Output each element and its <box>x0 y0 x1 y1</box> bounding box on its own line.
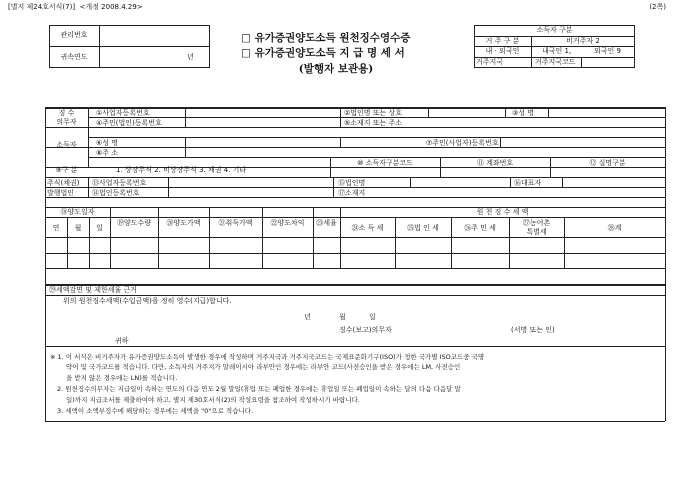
payer-corp-name: ②법인명 또는 상호 <box>344 109 403 117</box>
date-month-header: 월 <box>74 224 82 232</box>
date-group-header: ⑱양도일자 <box>60 208 95 216</box>
residency-header: 소득자 구분 <box>536 26 573 34</box>
year-label: 귀속연도 <box>60 53 88 61</box>
issuer-biz-reg-no: ⑬사업자등록번호 <box>92 179 147 187</box>
issuer-corp-name: ⑮법인명 <box>338 179 366 187</box>
classification-label: ⑨구 분 <box>55 166 78 174</box>
earner-resident-no: ⑦주민(사업자)등록번호 <box>426 139 499 147</box>
exemption-label: ㉙세액감면 및 제한세율 근거 <box>49 286 138 294</box>
obligor-label: 징수(보고)의무자 <box>339 326 392 334</box>
issuer-address: ⑰소재지 <box>338 189 366 197</box>
rate-header: ㉓세율 <box>316 219 337 227</box>
classification-options: 1. 상장주식 2. 비상장주식 3. 채권 4. 기타 <box>116 166 247 174</box>
year-suffix: 년 <box>187 53 194 61</box>
note-3: 3. 세액이 소액부징수에 해당하는 경우에는 세액을 "0"으로 적습니다. <box>57 407 254 415</box>
total-header: ㉘계 <box>607 224 622 232</box>
payer-name: ③성 명 <box>512 109 535 117</box>
form-ref: [별지 제24호서식(7)] <개정 2008.4.29> <box>8 3 143 11</box>
signature-label: (서명 또는 인) <box>511 326 555 334</box>
title-line-2: □ 유가증권양도소득 지 급 명 세 서 <box>241 47 405 59</box>
date-year-mark: 년 <box>304 313 311 321</box>
issuer-group-label-2: 발행법인 <box>47 189 75 197</box>
real-name-label: ⑫ 실명구분 <box>589 159 626 167</box>
earner-code-label: ⑩ 소득자구분코드 <box>357 159 413 167</box>
domestic-value: 내국인 1, <box>542 47 572 55</box>
local-tax-header: ㉖주 민 세 <box>464 224 496 232</box>
country-label: 거주지국 <box>476 58 504 66</box>
corp-tax-header: ㉕법 인 세 <box>407 224 439 232</box>
date-year-header: 연 <box>52 224 60 232</box>
payer-address: ⑤소재지 또는 주소 <box>344 119 403 127</box>
page-count: (2쪽) <box>649 3 666 11</box>
resident-type-value: 비거주자 2 <box>566 37 600 45</box>
note-1-line-2: 약어 및 국가코드를 적습니다. 다만, 소득자의 거주지가 말레이시아 라부안인 경우에는 라부안 코드(사전승인을 받은 경우에는 LM, 사전승인 <box>66 363 461 371</box>
earner-name: ⑥성 명 <box>96 139 119 147</box>
title-line-1: □ 유가증권양도소득 원천징수영수증 <box>241 32 411 44</box>
issuer-corp-reg-no: ⑭법인등록번호 <box>92 189 140 197</box>
acq-header: ㉑취득가액 <box>218 219 253 227</box>
note-2-line-2: 일)까지 지급조서를 제출하여야 하고, 별지 제30호서식(2)의 작성요령을 참조하여 작성하시기 바랍니다. <box>66 396 360 404</box>
payer-biz-reg-no: ①사업자등록번호 <box>96 109 150 117</box>
date-day-header: 일 <box>96 224 103 232</box>
qty-header: ⑲양도수량 <box>116 219 152 227</box>
income-tax-header: ㉔소 득 세 <box>351 224 384 232</box>
gain-header: ㉒양도차익 <box>270 219 305 227</box>
rural-tax-header: ㉗농어촌 특별세 <box>522 219 551 236</box>
price-header: ⑳양도가액 <box>166 219 201 227</box>
payer-group-label: 징 수 의무자 <box>56 109 77 126</box>
title-line-3: (발행자 보관용) <box>298 63 374 75</box>
note-2-line-1: 2. 원천징수의무자는 지급일이 속하는 연도의 다음 연도 2월 말일(휴업 또는 폐업한 경우에는 휴업일 또는 폐업일이 속하는 달의 다음 다음달 말 <box>57 385 461 393</box>
recipient-label: 귀하 <box>115 337 129 345</box>
note-1-line-3: 을 받지 않은 경우에는 LN)를 적습니다. <box>66 374 178 382</box>
nationality-label: 내 · 외국인 <box>485 47 520 55</box>
wh-header: 원 천 징 수 세 액 <box>476 208 529 216</box>
payer-resident-no: ④주민(법인)등록번호 <box>96 119 162 127</box>
date-day-mark: 일 <box>369 313 376 321</box>
foreign-value: 외국인 9 <box>594 47 621 55</box>
confirmation-statement: 위의 원천징수세액(수입금액)을 정히 영수(지급)합니다. <box>63 297 232 305</box>
date-month-mark: 월 <box>339 313 346 321</box>
note-1-line-1: ※ 1. 이 서식은 비거주자가 유가증권양도소득이 발생한 경우에 작성하며 거주지국과 거주지국코드는 국제표준화기구(ISO)가 정한 국가별 ISO코드중 국명 <box>50 353 485 361</box>
resident-type-label: 거 주 구 분 <box>485 37 520 45</box>
country-code-label: 거주지국코드 <box>535 58 576 66</box>
earner-address: ⑧주 소 <box>96 149 119 157</box>
mgmt-no-label: 관리번호 <box>60 31 88 39</box>
issuer-representative: ⑯대표자 <box>514 179 542 187</box>
account-no-label: ⑪ 계좌번호 <box>476 159 514 167</box>
earner-group-label: 소득자 <box>56 141 77 149</box>
issuer-group-label-1: 주식(채권) <box>47 179 80 187</box>
